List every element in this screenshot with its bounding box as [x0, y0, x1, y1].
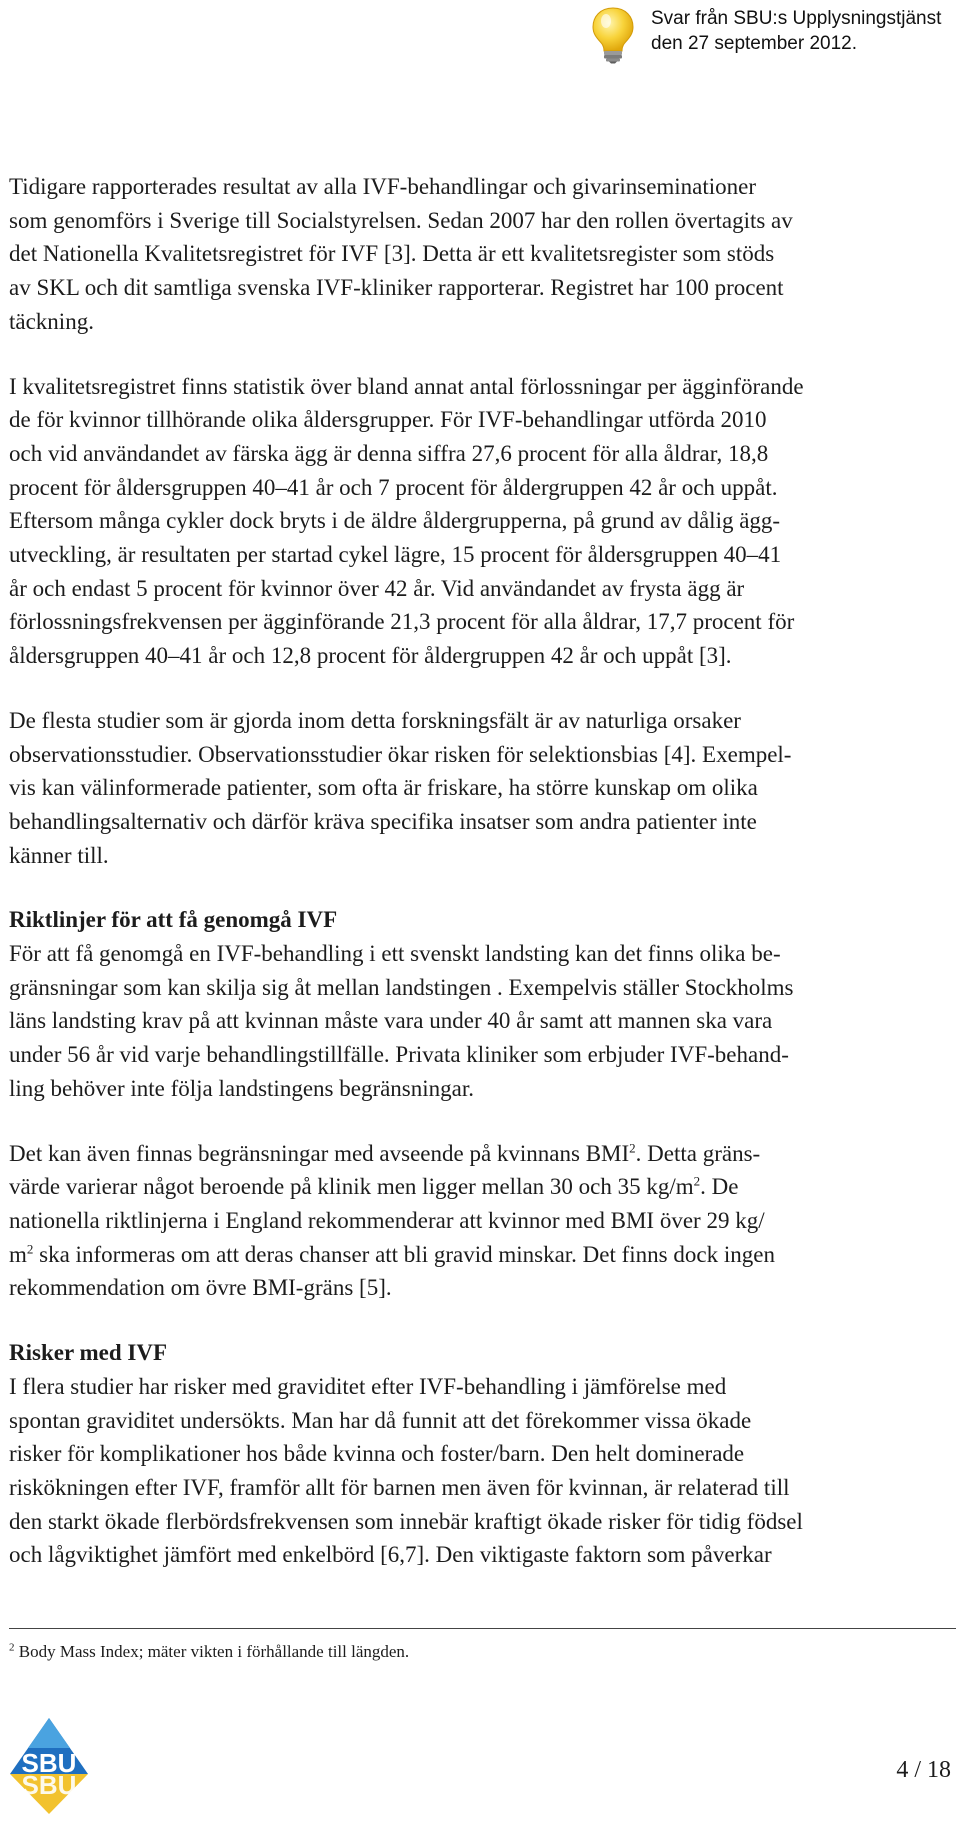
text-line: täckning.: [9, 308, 94, 334]
text-line: känner till.: [9, 842, 109, 868]
footnote-ref: 2: [629, 1139, 636, 1155]
text-line: utveckling, är resultaten per startad cykel lägre, 15 procent för åldersgruppen 40–41: [9, 542, 782, 568]
text-line: det Nationella Kvalitetsregistret för IVF [3]. Detta är ett kvalitetsregister som stöds: [9, 241, 775, 267]
text-fragment: . Detta gräns-: [635, 1140, 761, 1166]
footnote-text: Body Mass Index; mäter vikten i förhållande till längden.: [14, 1642, 410, 1661]
section-heading-guidelines: Riktlinjer för att få genomgå IVF: [9, 907, 338, 933]
text-line: ling behöver inte följa landstingens begränsningar.: [9, 1075, 474, 1101]
text-fragment: . De: [700, 1174, 739, 1200]
logo-text-top: SBU: [21, 1748, 77, 1778]
document-body: [9, 170, 953, 1603]
text-fragment: ska informeras om att deras chanser att bli gravid minskar. Det finns dock ingen: [33, 1241, 775, 1267]
page-header: [0, 0, 960, 70]
text-line: gränsningar som kan skilja sig åt mellan landstingen . Exempelvis ställer Stockholms: [9, 974, 794, 1000]
text-line: och vid användandet av färska ägg är denna siffra 27,6 procent för alla åldrar, 18,8: [9, 440, 769, 466]
text-line: som genomförs i Sverige till Socialstyrelsen. Sedan 2007 har den rollen övertagits av: [9, 207, 793, 233]
text-fragment: Det kan även finnas begränsningar med avseende på kvinnans BMI: [9, 1140, 630, 1166]
text-fragment: m: [9, 1241, 27, 1267]
text-line: av SKL och dit samtliga svenska IVF-kliniker rapporterar. Registret har 100 procent: [9, 275, 784, 301]
footnote-marker: 2: [9, 1641, 15, 1654]
text-line: För att få genomgå en IVF-behandling i ett svenskt landsting kan det finns olika be-: [9, 941, 781, 967]
page-number: 4 / 18: [896, 1757, 951, 1783]
paragraph-registry: [9, 170, 953, 339]
superscript: 2: [693, 1173, 701, 1189]
text-line: observationsstudier. Observationsstudier ökar risken för selektionsbias [4]. Exempel-: [9, 741, 792, 767]
section-heading-risks: Risker med IVF: [9, 1340, 168, 1366]
text-line: risker för komplikationer hos både kvinna och foster/barn. Den helt dominerade: [9, 1441, 745, 1467]
text-line: procent för åldersgruppen 40–41 år och 7 procent för åldergruppen 42 år och uppåt.: [9, 474, 778, 500]
text-line: behandlingsalternativ och därför kräva specifika insatser som andra patienter inte: [9, 808, 757, 834]
text-line: rekommendation om övre BMI-gräns [5].: [9, 1275, 392, 1301]
text-line: och lågviktighet jämfört med enkelbörd [6,7]. Den viktigaste faktorn som påverkar: [9, 1542, 772, 1568]
text-line: riskökningen efter IVF, framför allt för barnen men även för kvinnan, är relaterad till: [9, 1474, 790, 1500]
sbu-logo: [8, 1716, 90, 1816]
logo-text-bottom: SBU: [21, 1770, 77, 1800]
superscript: 2: [26, 1241, 34, 1257]
text-line: I flera studier har risker med graviditet efter IVF-behandling i jämförelse med: [9, 1373, 727, 1399]
lightbulb-icon: [590, 6, 636, 64]
header-line-1: Svar från SBU:s Upplysningstjänst: [651, 8, 942, 29]
header-line-2: den 27 september 2012.: [651, 33, 857, 54]
text-line: De flesta studier som är gjorda inom detta forskningsfält är av naturliga orsaker: [9, 707, 741, 733]
section-guidelines: [9, 903, 953, 1105]
text-line: [9, 1137, 953, 1171]
text-line: åldersgruppen 40–41 år och 12,8 procent för åldergruppen 42 år och uppåt [3].: [9, 643, 732, 669]
text-line: [9, 1238, 953, 1272]
footnote: [9, 1640, 409, 1664]
text-line: Tidigare rapporterades resultat av alla IVF-behandlingar och givarinseminationer: [9, 174, 757, 199]
section-risks: [9, 1336, 953, 1572]
text-line: vis kan välinformerade patienter, som ofta är friskare, ha större kunskap om olika: [9, 775, 758, 801]
text-line: år och endast 5 procent för kvinnor över 42 år. Vid användandet av frysta ägg är: [9, 575, 745, 601]
paragraph-observational-studies: [9, 704, 953, 873]
text-line: förlossningsfrekvensen per ägginförande 21,3 procent för alla åldrar, 17,7 procent för: [9, 609, 795, 635]
paragraph-statistics: [9, 370, 953, 673]
paragraph-bmi: [9, 1137, 953, 1306]
header-text: [651, 6, 941, 56]
text-line: nationella riktlinjerna i England rekommenderar att kvinnor med BMI över 29 kg/: [9, 1207, 765, 1233]
text-line: under 56 år vid varje behandlingstillfälle. Privata kliniker som erbjuder IVF-behand-: [9, 1042, 789, 1068]
text-line: den starkt ökade flerbördsfrekvensen som innebär kraftigt ökade risker för tidig födsel: [9, 1508, 803, 1534]
text-line: läns landsting krav på att kvinnan måste vara under 40 år samt att mannen ska vara: [9, 1008, 773, 1034]
footnote-divider: [9, 1628, 956, 1629]
text-line: Eftersom många cykler dock bryts i de äldre åldergrupperna, på grund av dålig ägg-: [9, 508, 781, 534]
text-line: de för kvinnor tillhörande olika åldersgrupper. För IVF-behandlingar utförda 2010: [9, 407, 767, 433]
text-line: I kvalitetsregistret finns statistik över bland annat antal förlossningar per ägginförande: [9, 373, 804, 399]
text-fragment: värde varierar något beroende på klinik men ligger mellan 30 och 35 kg/m: [9, 1174, 694, 1200]
text-line: spontan graviditet undersökts. Man har då funnit att det förekommer vissa ökade: [9, 1407, 752, 1433]
text-line: [9, 1170, 953, 1204]
